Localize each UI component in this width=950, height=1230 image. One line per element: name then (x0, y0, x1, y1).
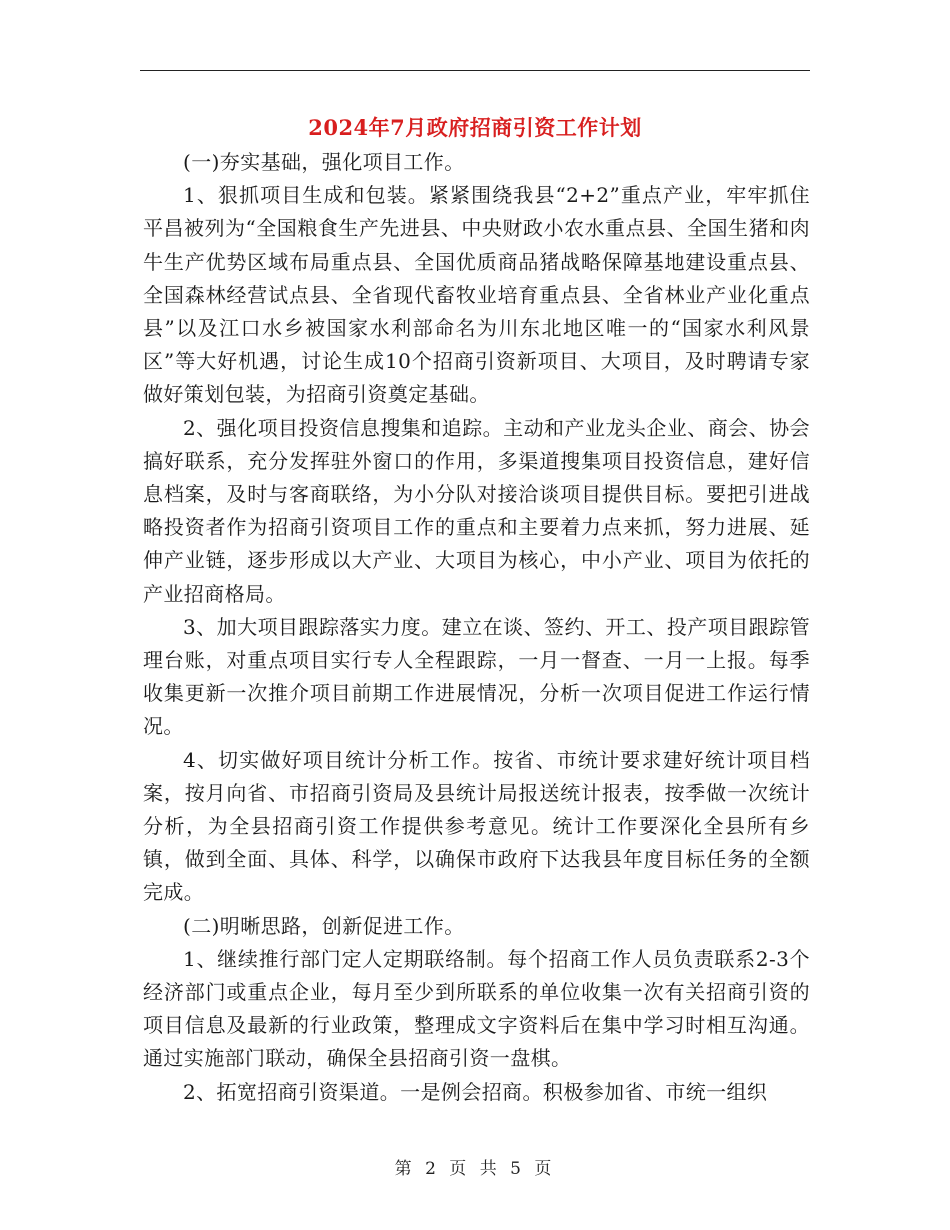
paragraph-4: 4、切实做好项目统计分析工作。按省、市统计要求建好统计项目档案，按月向省、市招商引资局及县统计局报送统计报表，按季做一次统计分析，为全县招商引资工作提供参考意见。统计工作要深化全县所有乡镇，做到全面、具体、科学，以确保市政府下达我县年度目标任务的全额完成。 (143, 747, 810, 905)
paragraph-6: 2、拓宽招商引资渠道。一是例会招商。积极参加省、市统一组织 (183, 1079, 768, 1104)
document-body (143, 146, 810, 1109)
paragraph-5: 1、继续推行部门定人定期联络制。每个招商工作人员负责联系2-3个经济部门或重点企业，每月至少到所联系的单位收集一次有关招商引资的项目信息及最新的行业政策，整理成文字资料后在集中学习时相互沟通。通过实施部门联动，确保全县招商引资一盘棋。 (143, 946, 810, 1071)
paragraph-3: 3、加大项目跟踪落实力度。建立在谈、签约、开工、投产项目跟踪管理台账，对重点项目实行专人全程跟踪，一月一督查、一月一上报。每季收集更新一次推介项目前期工作进展情况，分析一次项目促进工作运行情况。 (143, 614, 810, 739)
document-title: 2024年7月政府招商引资工作计划 (308, 115, 642, 140)
page-number-footer: 第 2 页 共 5 页 (394, 1159, 556, 1179)
section-heading-1: (一)夯实基础，强化项目工作。 (183, 150, 465, 174)
header-rule (140, 70, 810, 71)
paragraph-1: 1、狠抓项目生成和包装。紧紧围绕我县“2+2”重点产业，牢牢抓住平昌被列为“全国粮食生产先进县、中央财政小农水重点县、全国生猪和肉牛生产优势区域布局重点县、全国优质商品猪战略保障基地建设重点县、全国森林经营试点县、全省现代畜牧业培育重点县、全省林业产业化重点县”以及江口水乡被国家水利部命名为川东北地区唯一的“国家水利风景区”等大好机遇，讨论生成10个招商引资新项目、大项目，及时聘请专家做好策划包装，为招商引资奠定基础。 (143, 183, 810, 407)
paragraph-2: 2、强化项目投资信息搜集和追踪。主动和产业龙头企业、商会、协会搞好联系，充分发挥驻外窗口的作用，多渠道搜集项目投资信息，建好信息档案，及时与客商联络，为小分队对接洽谈项目提供目标。要把引进战略投资者作为招商引资项目工作的重点和主要着力点来抓，努力进展、延伸产业链，逐步形成以大产业、大项目为核心，中小产业、项目为依托的产业招商格局。 (143, 415, 810, 606)
section-heading-2: (二)明晰思路，创新促进工作。 (183, 913, 465, 938)
